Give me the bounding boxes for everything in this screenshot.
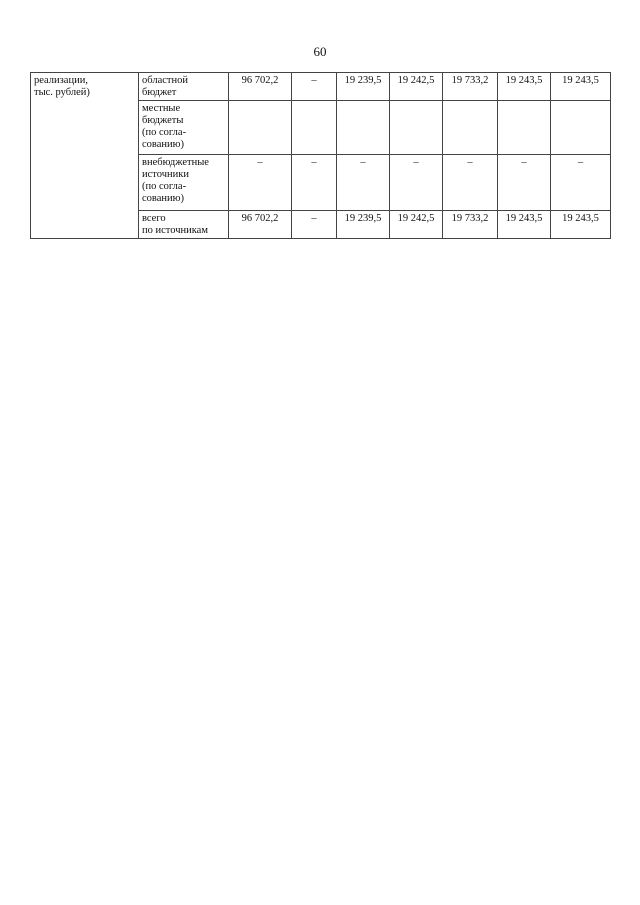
value-year-6: 19 243,5 (551, 211, 611, 239)
row-group-label: реализации, тыс. рублей) (31, 73, 139, 239)
value-year-3: 19 242,5 (390, 211, 443, 239)
value-year-2 (337, 101, 390, 155)
value-year-6 (551, 101, 611, 155)
value-year-5: 19 243,5 (498, 211, 551, 239)
value-total: 96 702,2 (229, 73, 292, 101)
table-row-regional-budget (31, 73, 611, 101)
source-label: местные бюджеты (по согла- сованию) (139, 101, 229, 155)
value-year-5: – (498, 155, 551, 211)
value-year-1: – (292, 211, 337, 239)
value-year-3 (390, 101, 443, 155)
value-year-6: – (551, 155, 611, 211)
value-year-1 (292, 101, 337, 155)
source-label: внебюджетные источники (по согла- сованию) (139, 155, 229, 211)
value-year-4: 19 733,2 (443, 211, 498, 239)
value-year-1: – (292, 155, 337, 211)
value-year-4: 19 733,2 (443, 73, 498, 101)
value-year-2: – (337, 155, 390, 211)
source-label: областной бюджет (139, 73, 229, 101)
value-year-3: 19 242,5 (390, 73, 443, 101)
value-year-1: – (292, 73, 337, 101)
value-year-5 (498, 101, 551, 155)
financing-table (30, 72, 611, 239)
value-year-5: 19 243,5 (498, 73, 551, 101)
source-label: всего по источникам (139, 211, 229, 239)
value-total (229, 101, 292, 155)
value-year-2: 19 239,5 (337, 73, 390, 101)
value-year-3: – (390, 155, 443, 211)
value-total: – (229, 155, 292, 211)
value-year-2: 19 239,5 (337, 211, 390, 239)
value-total: 96 702,2 (229, 211, 292, 239)
value-year-6: 19 243,5 (551, 73, 611, 101)
value-year-4: – (443, 155, 498, 211)
value-year-4 (443, 101, 498, 155)
page-number: 60 (313, 44, 327, 59)
